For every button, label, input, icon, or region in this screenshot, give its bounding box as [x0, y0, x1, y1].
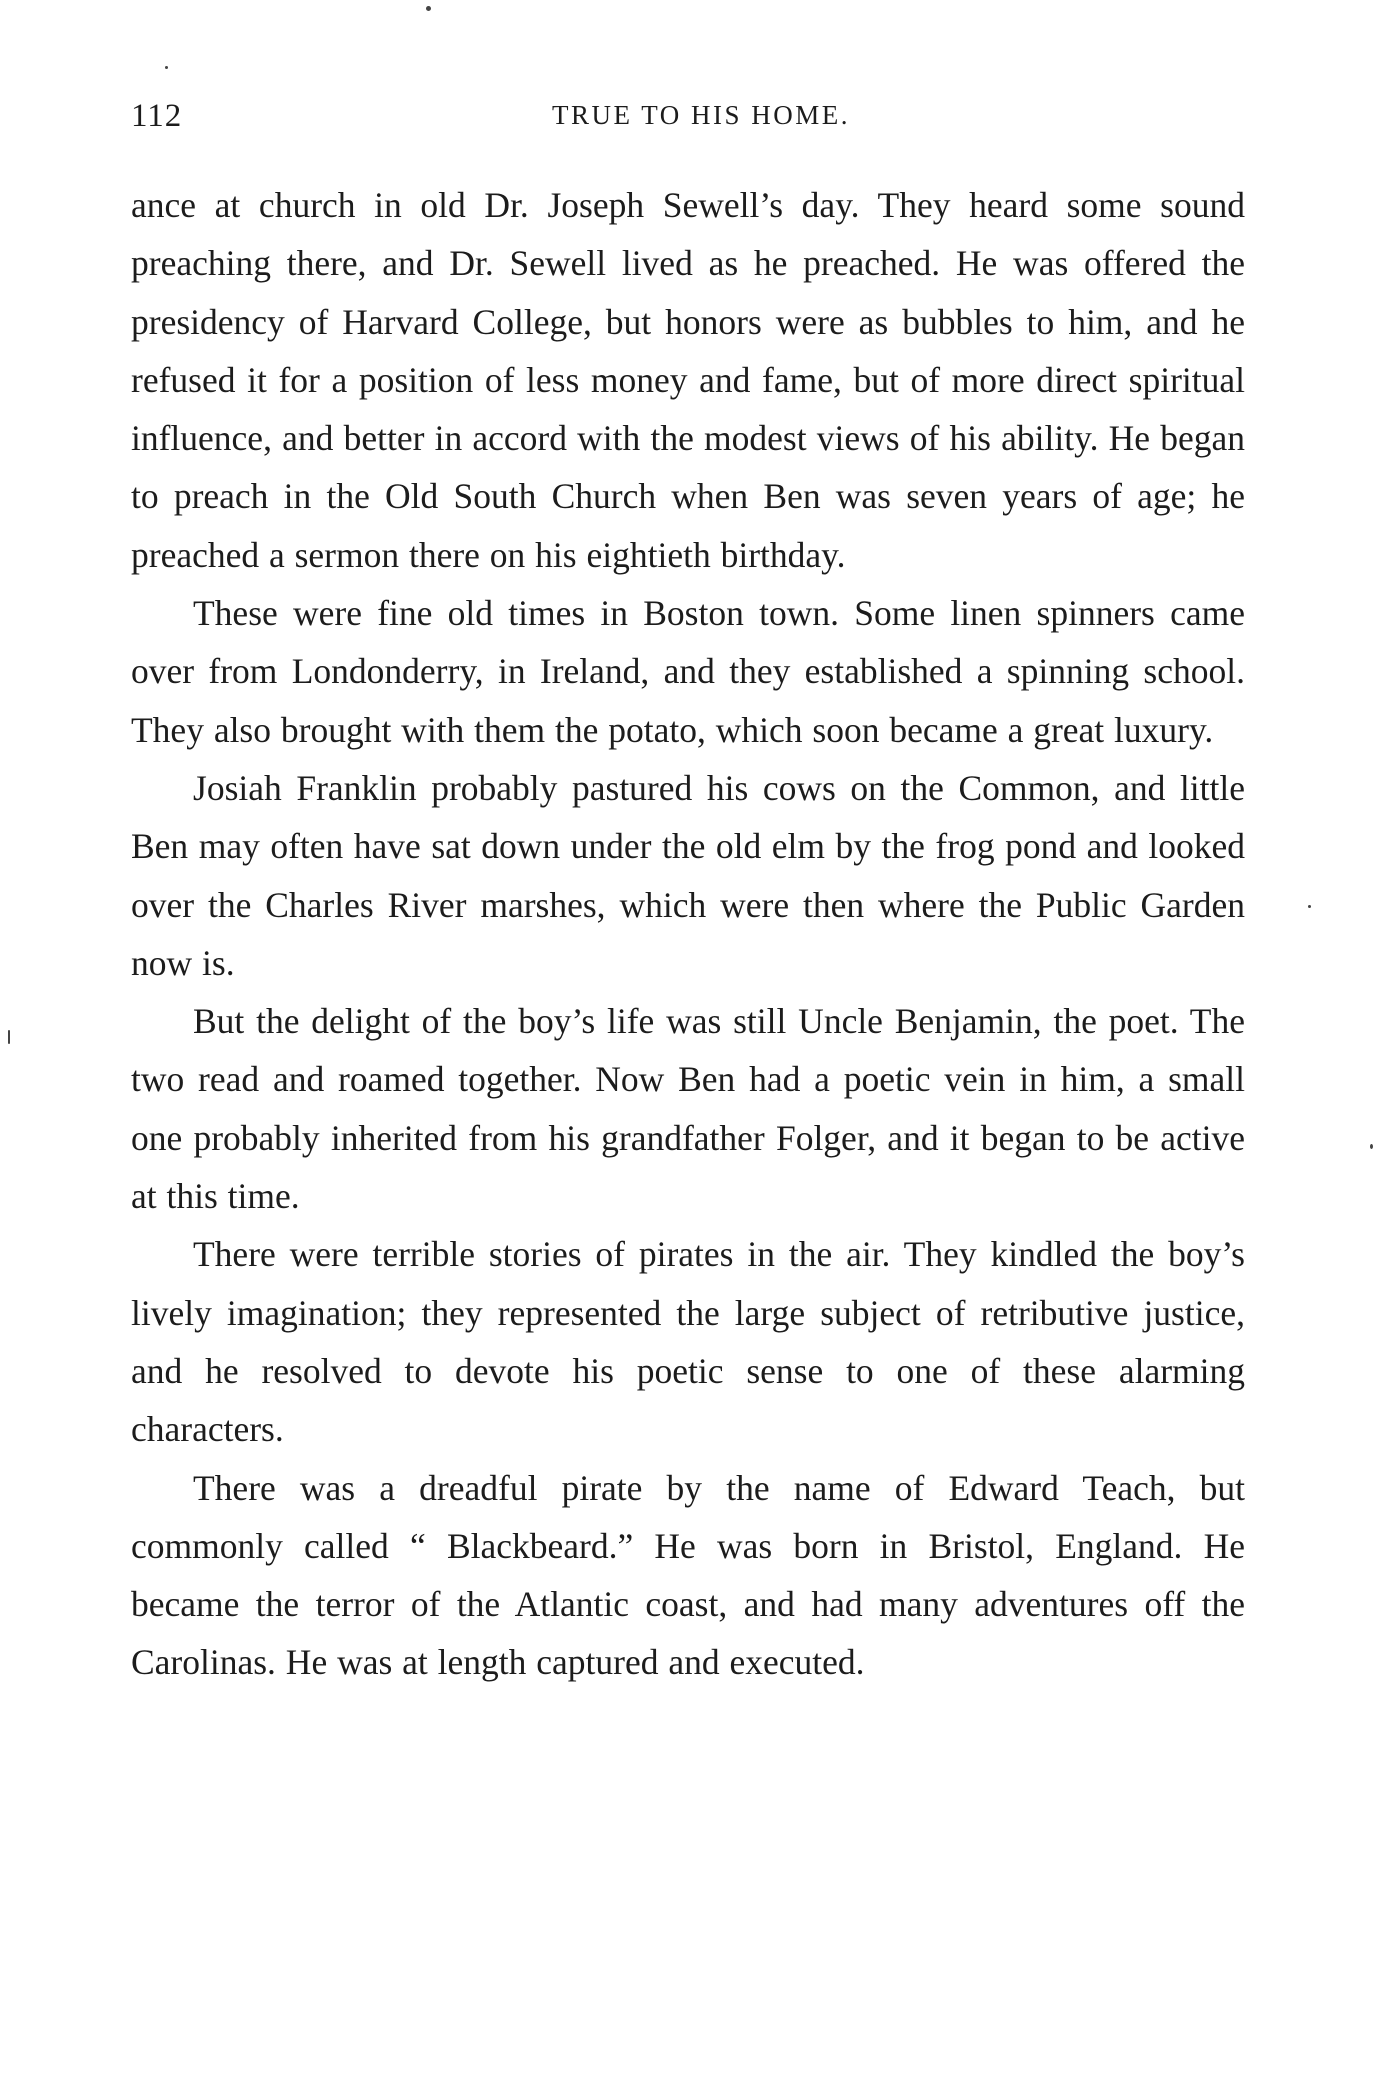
paragraph: These were fine old times in Boston town. Some linen spinners came over from Londonderry, in Ireland, and they established a spinning school. They also brought with them the potato, which soon became a great luxury.: [131, 593, 1245, 750]
ink-speck: [1308, 905, 1311, 908]
ink-speck: [1370, 1144, 1373, 1149]
body-text: [131, 176, 1245, 1692]
ink-speck: [8, 1030, 10, 1044]
ink-speck: [426, 6, 431, 11]
paragraph: There were terrible stories of pirates in the air. They kindled the boy’s lively imagination; they represented the large subject of retributive justice, and he resolved to devote his poetic sense to one of these alarming characters.: [131, 1234, 1245, 1450]
paragraph: ance at church in old Dr. Joseph Sewell’s day. They heard some sound preaching there, and Dr. Sewell lived as he preached. He was offered the presidency of Harvard College, but honors were as bubbles to him, and he refused it for a position of less money and fame, but of more direct spiritual influence, and better in accord with the modest views of his ability. He began to preach in the Old South Church when Ben was seven years of age; he preached a sermon there on his eightieth birthday.: [131, 185, 1245, 575]
paragraph: There was a dreadful pirate by the name of Edward Teach, but commonly called “ Blackbeard.” He was born in Bristol, England. He became the terror of the Atlantic coast, and had many adventures off the Carolinas. He was at length captured and executed.: [131, 1467, 1245, 1683]
paragraph: But the delight of the boy’s life was still Uncle Benjamin, the poet. The two read and roamed together. Now Ben had a poetic vein in him, a small one probably inherited from his grandfather Folger, and it began to be active at this time.: [131, 1001, 1245, 1217]
page-number: 112: [131, 98, 183, 134]
paragraph: Josiah Franklin probably pastured his cows on the Common, and little Ben may often have sat down under the old elm by the frog pond and looked over the Charles River marshes, which were then where the Public Garden now is.: [131, 767, 1245, 983]
running-head: TRUE TO HIS HOME.: [551, 100, 850, 130]
ink-speck: [165, 66, 168, 69]
page-header: [131, 98, 1245, 142]
